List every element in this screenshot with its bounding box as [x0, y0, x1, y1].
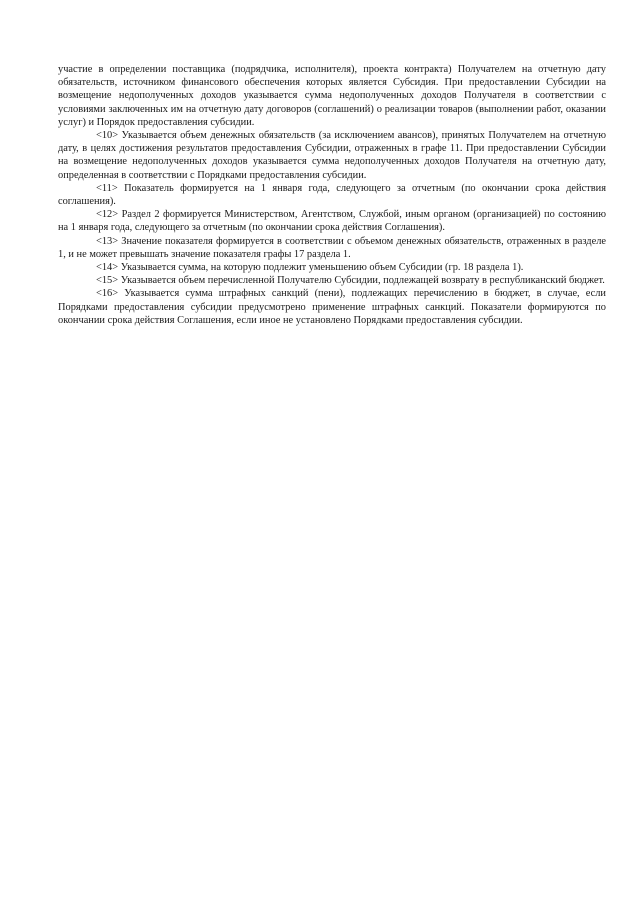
footnote-14: <14> Указывается сумма, на которую подлежит уменьшению объем Субсидии (гр. 18 раздела 1). — [96, 262, 524, 274]
footnote-15: <15> Указывается объем перечисленной Получателю Субсидии, подлежащей возврату в республиканский бюджет. — [96, 275, 605, 287]
footnote-13: <13> Значение показателя формируется в соответствии с объемом денежных обязательств, отраженных в разделе 1, и не может превышать значение показателя графы 17 раздела 1. — [58, 235, 606, 260]
footnote-12: <12> Раздел 2 формируется Министерством, Агентством, Службой, иным органом (организацией) по состоянию на 1 января года, следующего за отчетным (по окончании срока действия Соглашения). — [58, 209, 606, 234]
paragraph-continuation: участие в определении поставщика (подрядчика, исполнителя), проекта контракта) Получателем на отчетную дату обязательств, источником финансового обеспечения которых является Субсидия. При предоставлении Субсидии на возмещение недополученных доходов указывается сумма недополученных доходов Получателя в соответствии с условиями заключенных им на отчетную дату договоров (соглашений) о реализации товаров (выполнении работ, оказании услуг) и Порядок предоставления субсидии. — [58, 64, 606, 128]
document-page — [58, 63, 606, 327]
footnote-11: <11> Показатель формируется на 1 января года, следующего за отчетным (по окончании срока действия соглашения). — [58, 182, 606, 208]
footnote-16: <16> Указывается сумма штрафных санкций (пени), подлежащих перечислению в бюджет, в случае, если Порядками предоставления субсидии предусмотрено применение штрафных санкций. Показатели формируются по окончании срока действия Соглашения, если иное не установлено Порядками предоставления субсидии. — [58, 288, 606, 326]
footnote-10: <10> Указывается объем денежных обязательств (за исключением авансов), принятых Получателем на отчетную дату, в целях достижения результатов предоставления Субсидии, отраженных в графе 11. При предоставлении Субсидии на возмещение недополученных доходов указывается сумма недополученных доходов Получателя на отчетную дату, определенная в соответствии с Порядками предоставления субсидии. — [58, 130, 606, 181]
